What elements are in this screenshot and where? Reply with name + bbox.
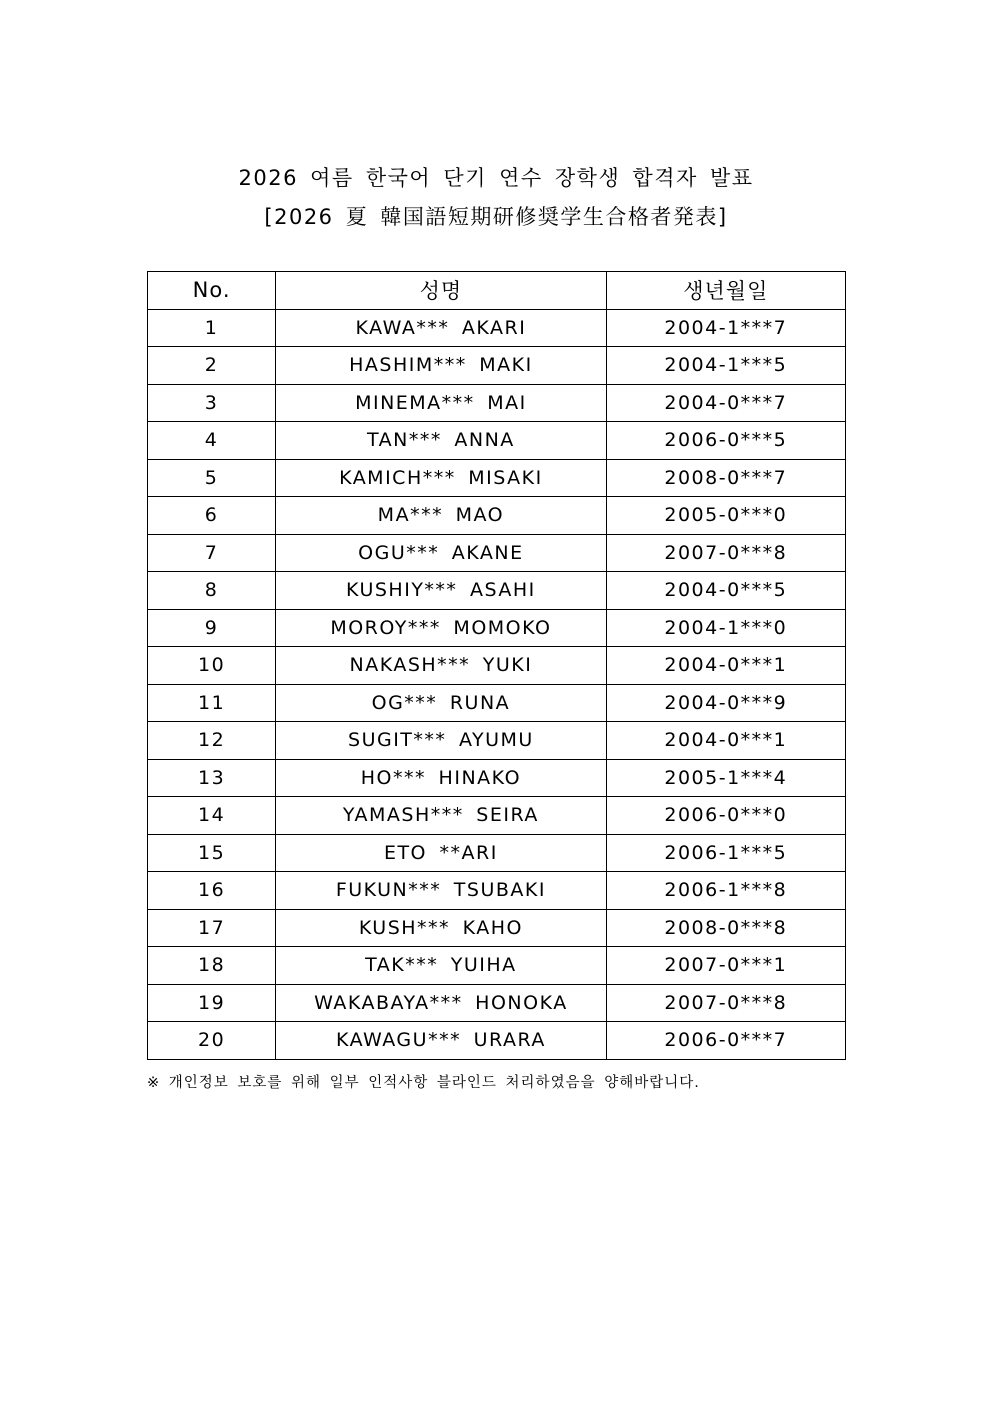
cell-name: KUSHIY*** ASAHI bbox=[276, 572, 606, 610]
cell-no: 3 bbox=[148, 384, 276, 422]
header-no: No. bbox=[148, 272, 276, 310]
cell-birthdate: 2006-1***5 bbox=[606, 834, 845, 872]
cell-name: KAMICH*** MISAKI bbox=[276, 459, 606, 497]
cell-no: 17 bbox=[148, 909, 276, 947]
table-row bbox=[148, 497, 846, 535]
cell-birthdate: 2007-0***1 bbox=[606, 947, 845, 985]
cell-name: ETO **ARI bbox=[276, 834, 606, 872]
table-row bbox=[148, 347, 846, 385]
cell-birthdate: 2005-0***0 bbox=[606, 497, 845, 535]
cell-birthdate: 2004-0***5 bbox=[606, 572, 845, 610]
cell-name: KUSH*** KAHO bbox=[276, 909, 606, 947]
table-row bbox=[148, 384, 846, 422]
cell-name: OG*** RUNA bbox=[276, 684, 606, 722]
cell-birthdate: 2004-1***7 bbox=[606, 309, 845, 347]
cell-no: 20 bbox=[148, 1022, 276, 1060]
cell-birthdate: 2008-0***8 bbox=[606, 909, 845, 947]
cell-no: 7 bbox=[148, 534, 276, 572]
table-body bbox=[148, 309, 846, 1059]
table-row bbox=[148, 872, 846, 910]
cell-birthdate: 2006-0***7 bbox=[606, 1022, 845, 1060]
table-row bbox=[148, 422, 846, 460]
scholarship-recipients-table bbox=[147, 271, 846, 1060]
cell-birthdate: 2007-0***8 bbox=[606, 534, 845, 572]
cell-name: FUKUN*** TSUBAKI bbox=[276, 872, 606, 910]
cell-birthdate: 2004-1***5 bbox=[606, 347, 845, 385]
cell-no: 16 bbox=[148, 872, 276, 910]
table-row bbox=[148, 572, 846, 610]
table-row bbox=[148, 759, 846, 797]
cell-birthdate: 2004-0***1 bbox=[606, 647, 845, 685]
cell-name: MOROY*** MOMOKO bbox=[276, 609, 606, 647]
cell-name: NAKASH*** YUKI bbox=[276, 647, 606, 685]
cell-name: TAN*** ANNA bbox=[276, 422, 606, 460]
cell-birthdate: 2006-1***8 bbox=[606, 872, 845, 910]
cell-birthdate: 2004-0***1 bbox=[606, 722, 845, 760]
cell-birthdate: 2007-0***8 bbox=[606, 984, 845, 1022]
table-row bbox=[148, 309, 846, 347]
table-row bbox=[148, 722, 846, 760]
cell-name: MA*** MAO bbox=[276, 497, 606, 535]
cell-no: 8 bbox=[148, 572, 276, 610]
table-row bbox=[148, 834, 846, 872]
table-row bbox=[148, 947, 846, 985]
cell-no: 9 bbox=[148, 609, 276, 647]
cell-no: 19 bbox=[148, 984, 276, 1022]
cell-name: SUGIT*** AYUMU bbox=[276, 722, 606, 760]
cell-name: OGU*** AKANE bbox=[276, 534, 606, 572]
cell-name: HO*** HINAKO bbox=[276, 759, 606, 797]
cell-birthdate: 2004-0***9 bbox=[606, 684, 845, 722]
cell-name: TAK*** YUIHA bbox=[276, 947, 606, 985]
page-title-korean: 2026 여름 한국어 단기 연수 장학생 합격자 발표 bbox=[238, 166, 754, 190]
cell-birthdate: 2008-0***7 bbox=[606, 459, 845, 497]
page-title-japanese: [2026 夏 韓国語短期研修奨学生合格者発表] bbox=[264, 205, 728, 229]
cell-birthdate: 2005-1***4 bbox=[606, 759, 845, 797]
cell-no: 12 bbox=[148, 722, 276, 760]
table-row bbox=[148, 609, 846, 647]
table-row bbox=[148, 684, 846, 722]
cell-no: 13 bbox=[148, 759, 276, 797]
table-header-row bbox=[148, 272, 846, 310]
cell-no: 15 bbox=[148, 834, 276, 872]
cell-no: 10 bbox=[148, 647, 276, 685]
table-row bbox=[148, 1022, 846, 1060]
table-row bbox=[148, 797, 846, 835]
table-row bbox=[148, 459, 846, 497]
cell-no: 1 bbox=[148, 309, 276, 347]
cell-no: 11 bbox=[148, 684, 276, 722]
cell-name: WAKABAYA*** HONOKA bbox=[276, 984, 606, 1022]
privacy-note: ※ 개인정보 보호를 위해 일부 인적사항 블라인드 처리하였음을 양해바랍니다. bbox=[147, 1075, 700, 1091]
table-row bbox=[148, 534, 846, 572]
cell-birthdate: 2004-1***0 bbox=[606, 609, 845, 647]
cell-no: 6 bbox=[148, 497, 276, 535]
cell-no: 2 bbox=[148, 347, 276, 385]
cell-birthdate: 2004-0***7 bbox=[606, 384, 845, 422]
table-row bbox=[148, 647, 846, 685]
header-birthdate: 생년월일 bbox=[606, 272, 845, 310]
header-name: 성명 bbox=[276, 272, 606, 310]
cell-name: MINEMA*** MAI bbox=[276, 384, 606, 422]
cell-name: KAWAGU*** URARA bbox=[276, 1022, 606, 1060]
cell-birthdate: 2006-0***5 bbox=[606, 422, 845, 460]
cell-no: 4 bbox=[148, 422, 276, 460]
cell-birthdate: 2006-0***0 bbox=[606, 797, 845, 835]
cell-no: 5 bbox=[148, 459, 276, 497]
table-row bbox=[148, 909, 846, 947]
cell-name: KAWA*** AKARI bbox=[276, 309, 606, 347]
cell-no: 14 bbox=[148, 797, 276, 835]
cell-name: YAMASH*** SEIRA bbox=[276, 797, 606, 835]
cell-name: HASHIM*** MAKI bbox=[276, 347, 606, 385]
table-row bbox=[148, 984, 846, 1022]
cell-no: 18 bbox=[148, 947, 276, 985]
